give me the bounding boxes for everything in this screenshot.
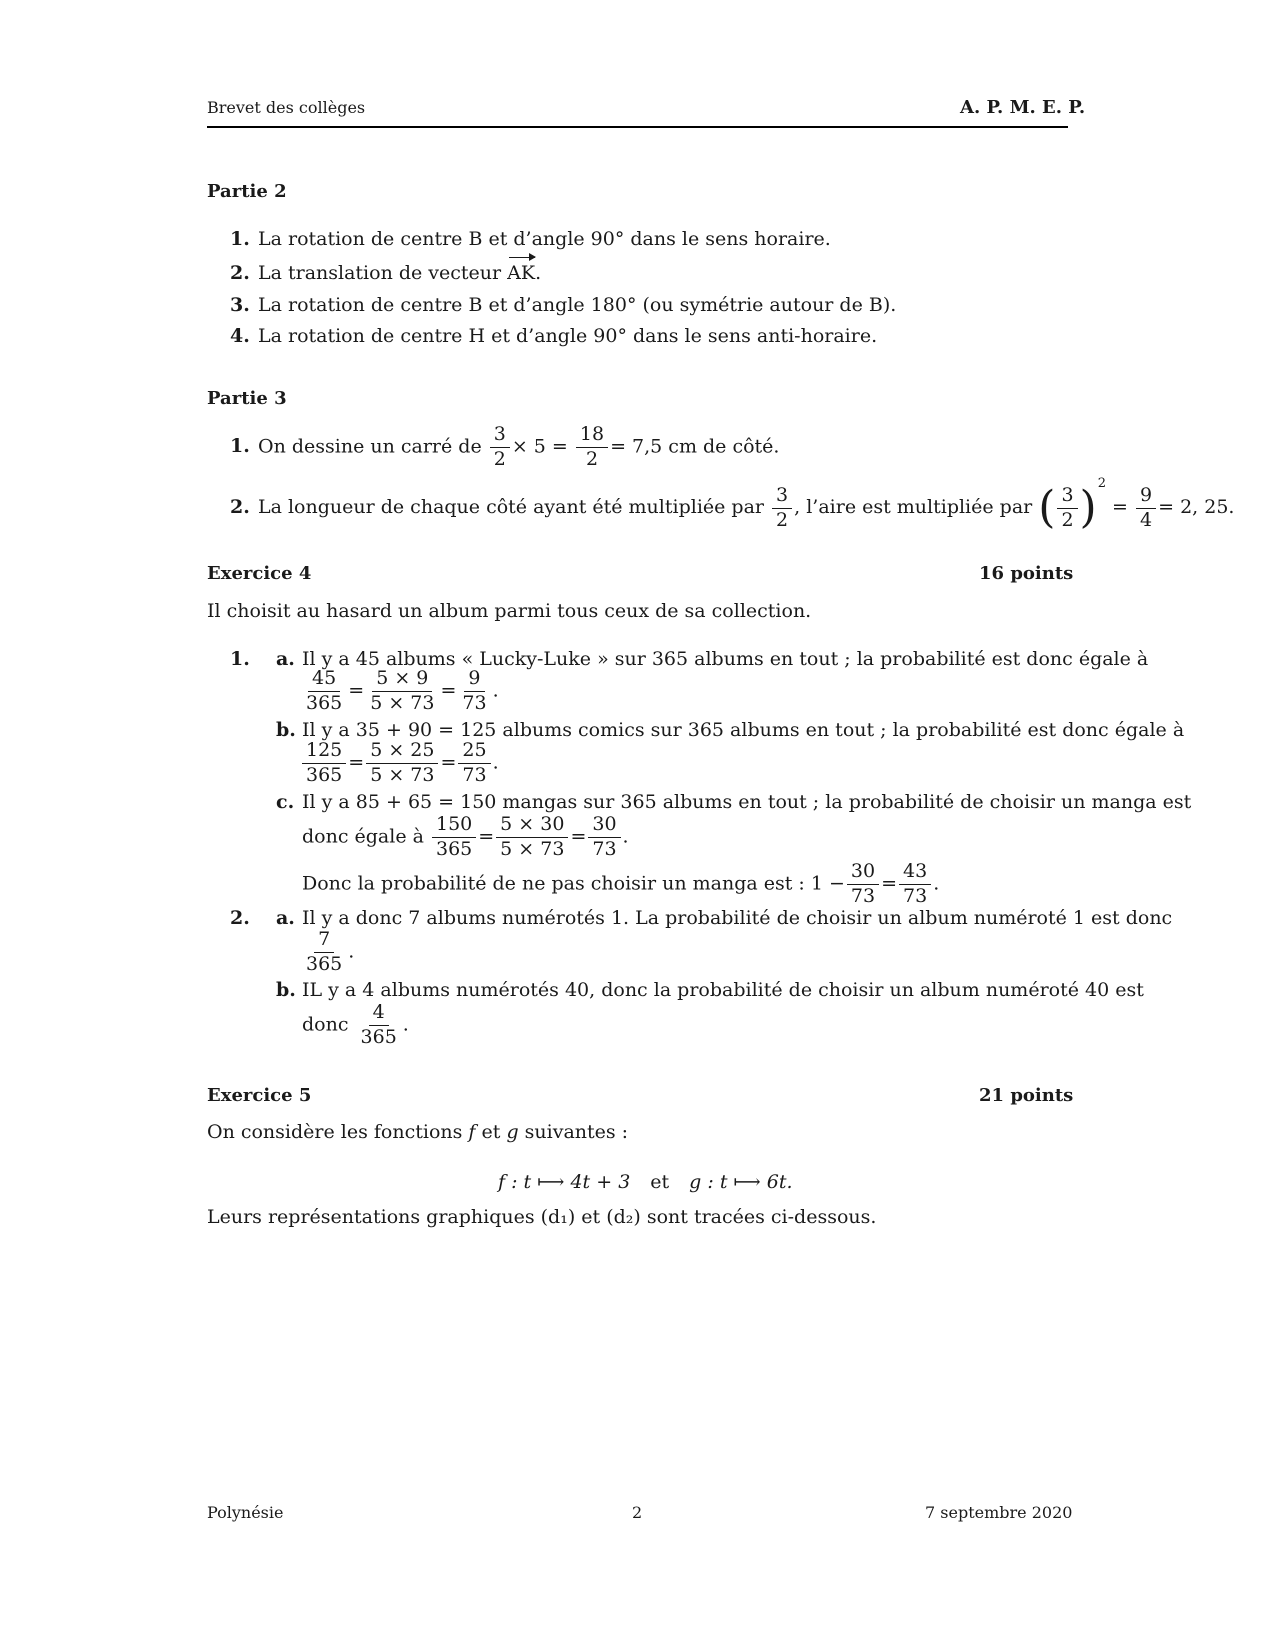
ex4-q1a-fractions: $\frac{45}{365}$ = $\frac{5 \times 9}{5 \times 73}$ = $\frac{9}{73}$ . xyxy=(306,667,499,714)
footer-right: 7 septembre 2020 xyxy=(925,1503,1073,1522)
vector-ak: AK xyxy=(507,262,536,284)
partie3-item-1: 1. On dessine un carré de $\frac{3}{2}$ × 5 = $\frac{18}{2}$ = 7,5 cm de côté. xyxy=(230,423,780,470)
ex4-q1c: c. Il y a 85 + 65 = 150 mangas sur 365 albums en tout ; la probabilité de choisir un manga est xyxy=(276,791,1192,813)
ex5-intro: On considère les fonctions f et g suivantes : xyxy=(207,1121,629,1143)
ex4-points: 16 points xyxy=(979,563,1074,584)
partie3-title: Partie 3 xyxy=(207,388,287,409)
ex4-q2b: b. IL y a 4 albums numérotés 40, donc la probabilité de choisir un album numéroté 40 est xyxy=(276,979,1144,1001)
header-left: Brevet des collèges xyxy=(207,98,366,117)
ex5-title: Exercice 5 xyxy=(207,1085,312,1106)
item-text: La rotation de centre B et d’angle 90° dans le sens horaire. xyxy=(258,228,831,250)
item-number: 4. xyxy=(230,325,250,347)
partie2-item-3 xyxy=(230,294,896,316)
partie2-item-1 xyxy=(230,228,831,250)
item-number: 1. xyxy=(230,228,250,250)
ex4-q2a: a. Il y a donc 7 albums numérotés 1. La probabilité de choisir un album numéroté 1 est donc xyxy=(276,907,1173,929)
item-number: 3. xyxy=(230,294,250,316)
footer-page-number: 2 xyxy=(632,1503,643,1522)
ex4-q2-number: 2. xyxy=(230,907,250,929)
fraction: $\frac{3}{2}$ xyxy=(1057,486,1077,531)
ex4-title: Exercice 4 xyxy=(207,563,312,584)
fraction: $\frac{3}{2}$ xyxy=(490,425,510,470)
partie2-title: Partie 2 xyxy=(207,181,287,202)
ex5-formula: f : t ⟼ 4t + 3 et g : t ⟼ 6t. xyxy=(498,1171,793,1193)
ex5-points: 21 points xyxy=(979,1085,1074,1106)
partie3-item-2: 2. La longueur de chaque côté ayant été multipliée par $\frac{3}{2}$ , l’aire est multipliée par ( $\frac{3}{2}$ )$^2$ = $\frac{9}{4}$ = 2, 25. xyxy=(230,476,1235,533)
item-number: 2. xyxy=(230,262,250,284)
ex4-q2b-fraction: donc $\frac{4}{365}$ . xyxy=(302,1001,409,1048)
header-rule xyxy=(207,126,1068,128)
footer-left: Polynésie xyxy=(207,1503,284,1522)
partie2-item-2: 2. La translation de vecteur AK. xyxy=(230,262,542,284)
fraction: $\frac{9}{4}$ xyxy=(1136,486,1156,531)
item-text: La translation de vecteur xyxy=(258,262,508,284)
ex4-intro: Il choisit au hasard un album parmi tous ceux de sa collection. xyxy=(207,600,812,622)
partie2-item-4 xyxy=(230,325,877,347)
ex4-q1a: a. Il y a 45 albums « Lucky-Luke » sur 365 albums en tout ; la probabilité est donc égale à xyxy=(276,648,1149,670)
fraction: $\frac{18}{2}$ xyxy=(576,425,608,470)
header-right: A. P. M. E. P. xyxy=(960,97,1086,118)
ex4-q1b: b. Il y a 35 + 90 = 125 albums comics sur 365 albums en tout ; la probabilité est donc égale à xyxy=(276,719,1185,741)
ex4-q2a-fraction: $\frac{7}{365}$ . xyxy=(306,928,355,975)
ex4-q1c-fractions: donc égale à $\frac{150}{365}$ = $\frac{5 \times 30}{5 \times 73}$ = $\frac{30}{73}$ . xyxy=(302,813,629,860)
item-text: La rotation de centre H et d’angle 90° dans le sens anti-horaire. xyxy=(258,325,878,347)
ex4-q1c-complement: Donc la probabilité de ne pas choisir un manga est : 1 − $\frac{30}{73}$ = $\frac{43}{73}$ . xyxy=(302,860,940,907)
fraction: $\frac{3}{2}$ xyxy=(772,486,792,531)
item-text: La rotation de centre B et d’angle 180° (ou symétrie autour de B). xyxy=(258,294,897,316)
ex4-q1-number: 1. xyxy=(230,648,250,670)
ex4-q1b-fractions: $\frac{125}{365}$ = $\frac{5 \times 25}{5 \times 73}$ = $\frac{25}{73}$ . xyxy=(300,741,499,786)
ex5-outro: Leurs représentations graphiques (d₁) et (d₂) sont tracées ci-dessous. xyxy=(207,1206,877,1228)
